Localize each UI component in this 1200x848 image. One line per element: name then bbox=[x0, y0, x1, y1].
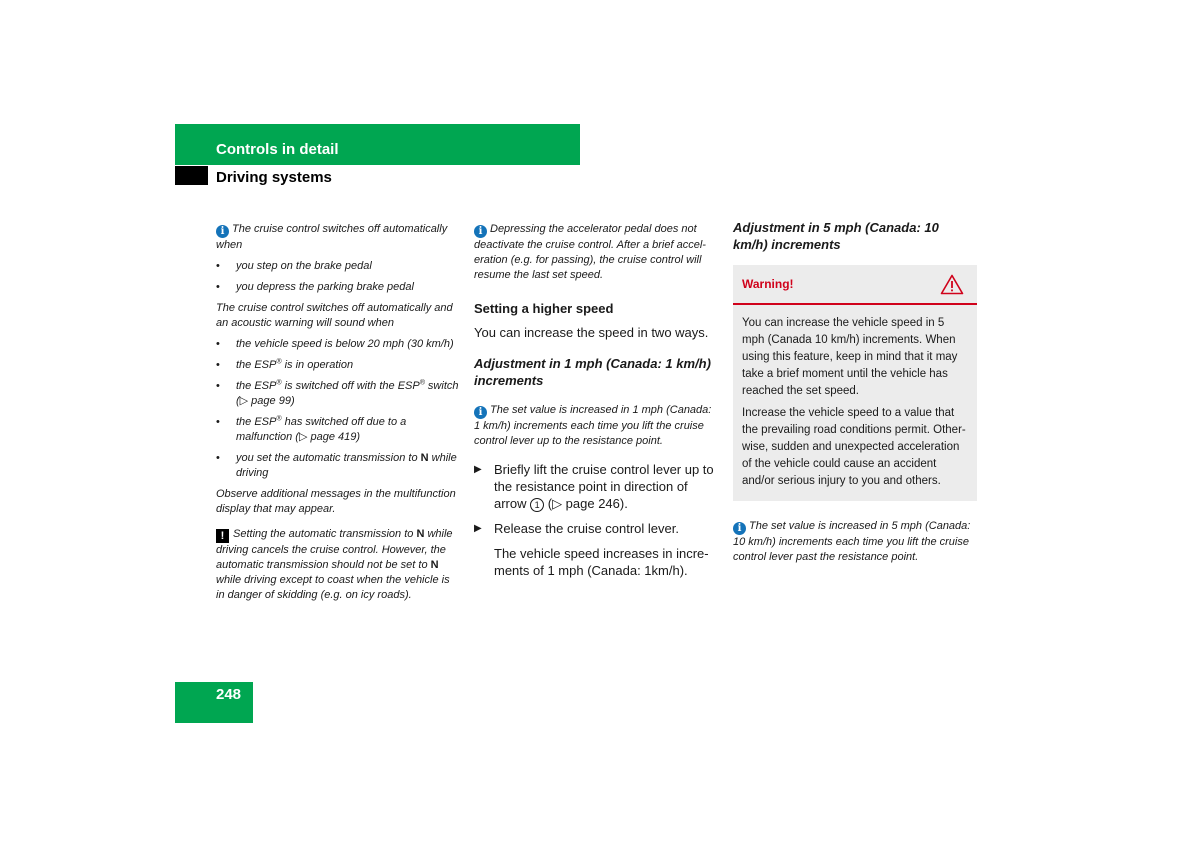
list-item: • you depress the parking brake pedal bbox=[216, 281, 414, 293]
warning-header bbox=[733, 265, 977, 305]
paragraph: Observe additional messages in the multifunction display that may appear. bbox=[216, 488, 456, 515]
warning-title: Warning! bbox=[742, 277, 794, 291]
info-note-switch-off: i The cruise control switches off automatically when bbox=[216, 223, 448, 251]
info-note-accelerator: i Depressing the accelerator pedal does not deactivate the cruise control. After a brief accel-eration (e.g. for passing), the cruise control will resume the last set speed. bbox=[474, 223, 706, 281]
column-1 bbox=[216, 222, 460, 609]
list-item: • the ESP® is switched off with the ESP® switch (▷ page 99) bbox=[216, 379, 459, 407]
info-icon: i bbox=[216, 225, 229, 238]
warning-triangle-icon bbox=[940, 274, 964, 295]
heading-higher-speed: Setting a higher speed bbox=[474, 301, 614, 316]
column-2 bbox=[474, 222, 720, 579]
list-item: • the vehicle speed is below 20 mph (30 km/h) bbox=[216, 338, 454, 350]
caution-note: ! Setting the automatic transmission to N while driving cancels the cruise control. However, the automatic transmission should not be set to N while driving except to coast when the vehicle is in danger of skidding (e.g. on icy roads). bbox=[216, 528, 453, 601]
section-title: Controls in detail bbox=[216, 141, 339, 158]
paragraph: The cruise control switches off automatically and an acoustic warning will sound when bbox=[216, 302, 453, 329]
step-lift-lever: ▶ Briefly lift the cruise control lever up to the resistance point in direction of arrow 1 (▷ page 246). bbox=[474, 462, 714, 511]
column-3 bbox=[733, 219, 977, 571]
info-note-5mph: i The set value is increased in 5 mph (Canada: 10 km/h) increments each time you lift the cruise control lever past the resistance point. bbox=[733, 520, 971, 563]
info-icon: i bbox=[474, 225, 487, 238]
page-number-box bbox=[175, 682, 253, 723]
list-item: • the ESP® is in operation bbox=[216, 358, 354, 371]
arrow-number-badge: 1 bbox=[530, 498, 544, 512]
list-item: • you set the automatic transmission to N while driving bbox=[216, 452, 457, 479]
list-item: • you step on the brake pedal bbox=[216, 260, 372, 272]
header-marker bbox=[175, 166, 208, 185]
paragraph: Increase the vehicle speed to a value that the prevailing road conditions permit. Other-wise, sudden and unexpected acceleration of the vehicle could cause an accident and/or serious injury to you and others. bbox=[742, 407, 966, 487]
info-icon: i bbox=[733, 522, 746, 535]
paragraph: You can increase the vehicle speed in 5 mph (Canada 10 km/h) increments. When using this feature, keep in mind that it may take a brief moment until the vehicle has reached the set speed. bbox=[742, 317, 958, 397]
info-icon: i bbox=[474, 406, 487, 419]
heading-5mph: Adjustment in 5 mph (Canada: 10 km/h) increments bbox=[733, 220, 939, 252]
caution-icon: ! bbox=[216, 529, 229, 543]
warning-box bbox=[733, 265, 977, 501]
paragraph: You can increase the speed in two ways. bbox=[474, 325, 709, 340]
list-item: • the ESP® has switched off due to a malfunction (▷ page 419) bbox=[216, 415, 407, 443]
step-release-lever: ▶ Release the cruise control lever. bbox=[474, 521, 679, 536]
page-number: 248 bbox=[216, 686, 242, 703]
arrow-bullet-icon: ▶ bbox=[474, 464, 482, 475]
warning-body bbox=[733, 305, 977, 490]
info-note-1mph: i The set value is increased in 1 mph (Canada: 1 km/h) increments each time you lift the cruise control lever up to the resistance point. bbox=[474, 404, 712, 447]
step-result: The vehicle speed increases in incre-ments of 1 mph (Canada: 1km/h). bbox=[494, 546, 709, 578]
arrow-bullet-icon: ▶ bbox=[474, 523, 482, 534]
section-subtitle: Driving systems bbox=[216, 169, 332, 186]
heading-1mph: Adjustment in 1 mph (Canada: 1 km/h) increments bbox=[474, 356, 711, 388]
